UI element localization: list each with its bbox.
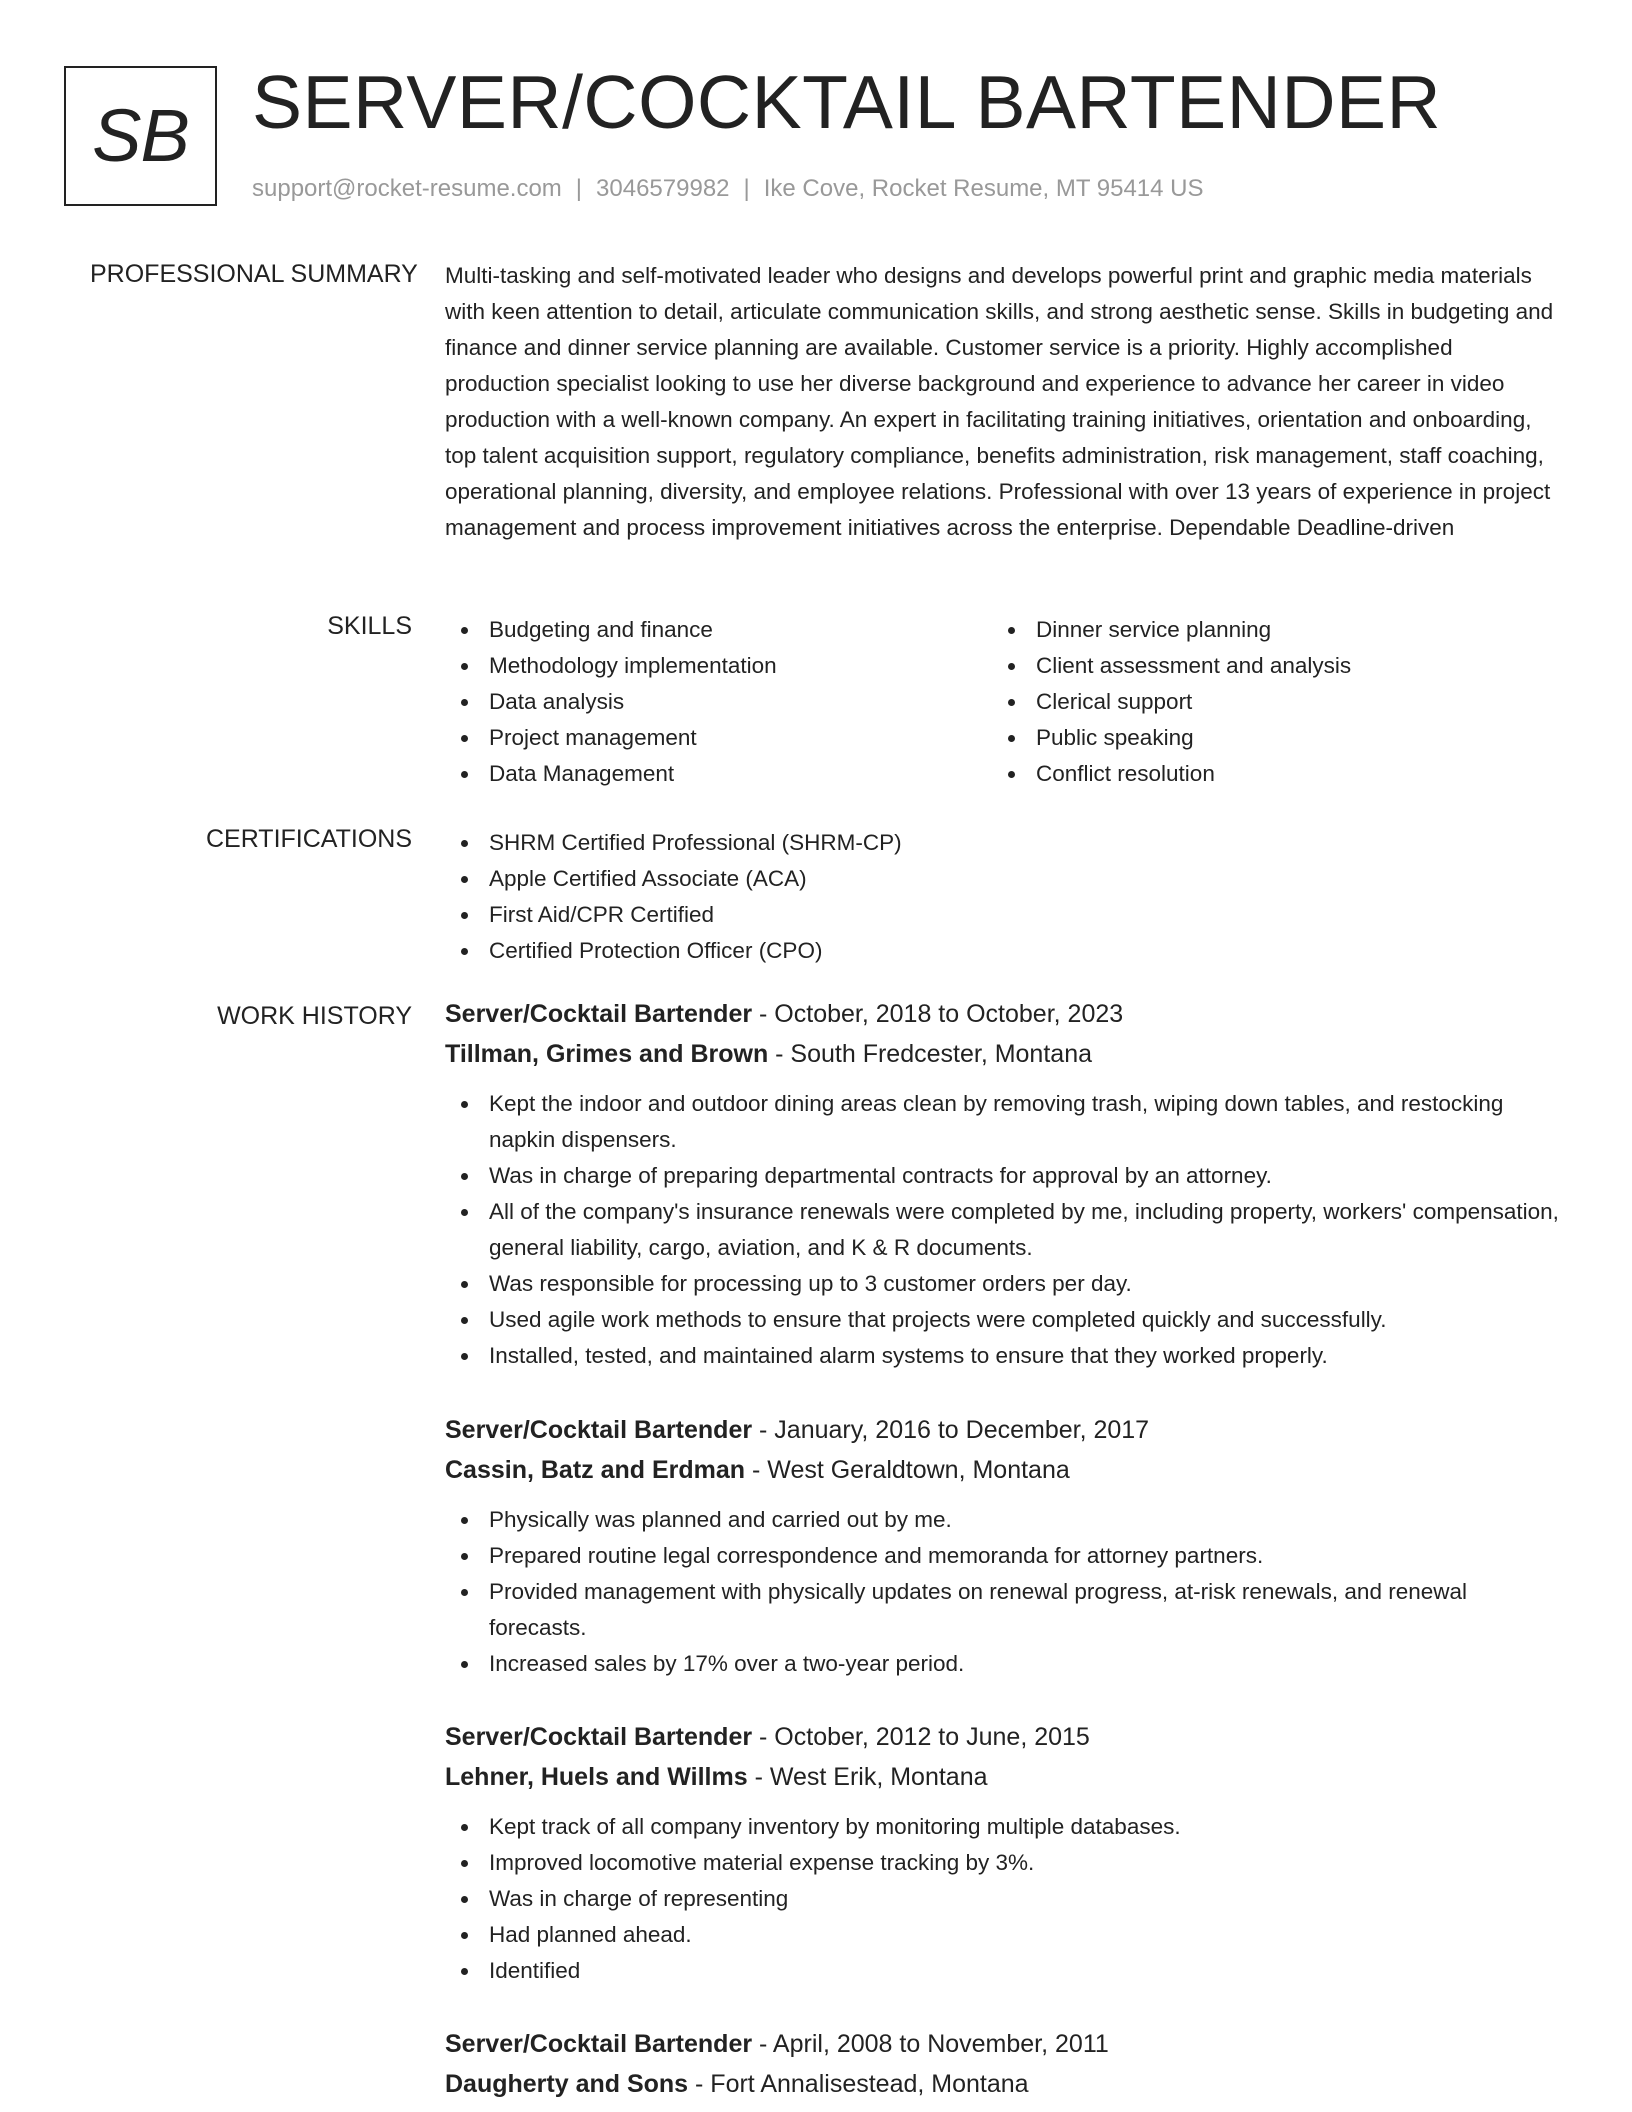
job-dates: - April, 2008 to November, 2011 xyxy=(752,2030,1109,2058)
job-bullet: Identified xyxy=(445,1953,1565,1989)
job-bullet: Provided management with physically updates on renewal progress, at-risk renewals, and renewal forecasts. xyxy=(445,1574,1565,1646)
job-bullet: All of the company's insurance renewals were completed by me, including property, workers' compensation, general liability, cargo, aviation, and K & R documents. xyxy=(445,1194,1565,1266)
contact-email: support@rocket-resume.com xyxy=(252,175,562,202)
job-entry xyxy=(445,2024,1565,2104)
job-bullet: Kept the indoor and outdoor dining areas clean by removing trash, wiping down tables, and restocking napkin dispensers. xyxy=(445,1086,1565,1158)
section-label-skills: SKILLS xyxy=(327,612,412,640)
job-dates: - January, 2016 to December, 2017 xyxy=(752,1416,1150,1444)
monogram-box xyxy=(64,66,217,206)
section-label-work-history: WORK HISTORY xyxy=(217,1002,412,1030)
skill-item: Dinner service planning xyxy=(992,612,1532,648)
job-title: Server/Cocktail Bartender xyxy=(445,1416,753,1444)
monogram-initials: SB xyxy=(92,94,189,177)
skill-item: Client assessment and analysis xyxy=(992,648,1532,684)
job-dates: - October, 2018 to October, 2023 xyxy=(752,1000,1124,1028)
skill-item: Project management xyxy=(445,720,985,756)
certification-item: Certified Protection Officer (CPO) xyxy=(445,933,1545,969)
skill-item: Conflict resolution xyxy=(992,756,1532,792)
job-bullet: Used agile work methods to ensure that projects were completed quickly and successfully. xyxy=(445,1302,1565,1338)
job-title-line xyxy=(445,1717,1565,1757)
job-location: - South Fredcester, Montana xyxy=(768,1040,1092,1068)
job-bullet: Prepared routine legal correspondence and memoranda for attorney partners. xyxy=(445,1538,1565,1574)
section-label-summary: PROFESSIONAL SUMMARY xyxy=(90,260,418,288)
contact-address: Ike Cove, Rocket Resume, MT 95414 US xyxy=(763,175,1204,202)
skills-list-left xyxy=(445,612,985,792)
job-bullet: Was in charge of preparing departmental contracts for approval by an attorney. xyxy=(445,1158,1565,1194)
job-location: - Fort Annalisestead, Montana xyxy=(688,2070,1029,2098)
job-bullet: Was in charge of representing xyxy=(445,1881,1565,1917)
job-title-line xyxy=(445,994,1565,1034)
job-bullets xyxy=(445,1086,1565,1374)
job-bullet: Had planned ahead. xyxy=(445,1917,1565,1953)
job-bullet: Improved locomotive material expense tracking by 3%. xyxy=(445,1845,1565,1881)
job-title-line xyxy=(445,1410,1565,1450)
resume-title: SERVER/COCKTAIL BARTENDER xyxy=(252,60,1442,144)
skill-item: Budgeting and finance xyxy=(445,612,985,648)
job-company-line xyxy=(445,1757,1565,1797)
section-label-certifications: CERTIFICATIONS xyxy=(205,825,412,853)
job-entry xyxy=(445,1410,1565,1682)
job-bullet: Was responsible for processing up to 3 customer orders per day. xyxy=(445,1266,1565,1302)
certification-item: First Aid/CPR Certified xyxy=(445,897,1545,933)
job-company: Cassin, Batz and Erdman xyxy=(445,1456,746,1484)
job-bullet: Installed, tested, and maintained alarm systems to ensure that they worked properly. xyxy=(445,1338,1565,1374)
contact-line xyxy=(252,174,1204,204)
job-company: Lehner, Huels and Willms xyxy=(445,1763,748,1791)
skill-item: Public speaking xyxy=(992,720,1532,756)
job-entry xyxy=(445,1717,1565,1989)
job-location: - West Erik, Montana xyxy=(747,1763,988,1791)
job-bullet: Increased sales by 17% over a two-year period. xyxy=(445,1646,1565,1682)
job-company: Tillman, Grimes and Brown xyxy=(445,1040,769,1068)
job-company-line xyxy=(445,2064,1565,2104)
skills-list-right xyxy=(992,612,1532,792)
job-title: Server/Cocktail Bartender xyxy=(445,1723,753,1751)
skill-item: Data analysis xyxy=(445,684,985,720)
job-title: Server/Cocktail Bartender xyxy=(445,1000,753,1028)
job-title: Server/Cocktail Bartender xyxy=(445,2030,753,2058)
job-location: - West Geraldtown, Montana xyxy=(745,1456,1070,1484)
contact-separator: | xyxy=(743,175,750,202)
job-bullets xyxy=(445,1809,1565,1989)
contact-phone: 3046579982 xyxy=(596,175,730,202)
job-bullet: Kept track of all company inventory by monitoring multiple databases. xyxy=(445,1809,1565,1845)
certification-item: SHRM Certified Professional (SHRM-CP) xyxy=(445,825,1545,861)
job-entry xyxy=(445,994,1565,1374)
job-dates: - October, 2012 to June, 2015 xyxy=(752,1723,1090,1751)
job-company: Daugherty and Sons xyxy=(445,2070,689,2098)
job-title-line xyxy=(445,2024,1565,2064)
job-bullet: Physically was planned and carried out by me. xyxy=(445,1502,1565,1538)
contact-separator: | xyxy=(575,175,583,202)
job-bullets xyxy=(445,1502,1565,1682)
summary-text: Multi-tasking and self-motivated leader who designs and develops powerful print and graphic media materials with keen attention to detail, articulate communication skills, and strong aesthetic sense. Skills in budgeting and finance and dinner service planning are available. Customer service is a priority. Highly accomplished production specialist looking to use her diverse background and experience to advance her career in video production with a well-known company. An expert in facilitating training initiatives, orientation and onboarding, top talent acquisition support, regulatory compliance, benefits administration, risk management, staff coaching, operational planning, diversity, and employee relations. Professional with over 13 years of experience in project management and process improvement initiatives across the enterprise. Dependable Deadline-driven xyxy=(445,263,1554,540)
job-company-line xyxy=(445,1034,1565,1074)
skill-item: Methodology implementation xyxy=(445,648,985,684)
skill-item: Clerical support xyxy=(992,684,1532,720)
skill-item: Data Management xyxy=(445,756,985,792)
certification-item: Apple Certified Associate (ACA) xyxy=(445,861,1545,897)
job-company-line xyxy=(445,1450,1565,1490)
certifications-list xyxy=(445,825,1545,969)
